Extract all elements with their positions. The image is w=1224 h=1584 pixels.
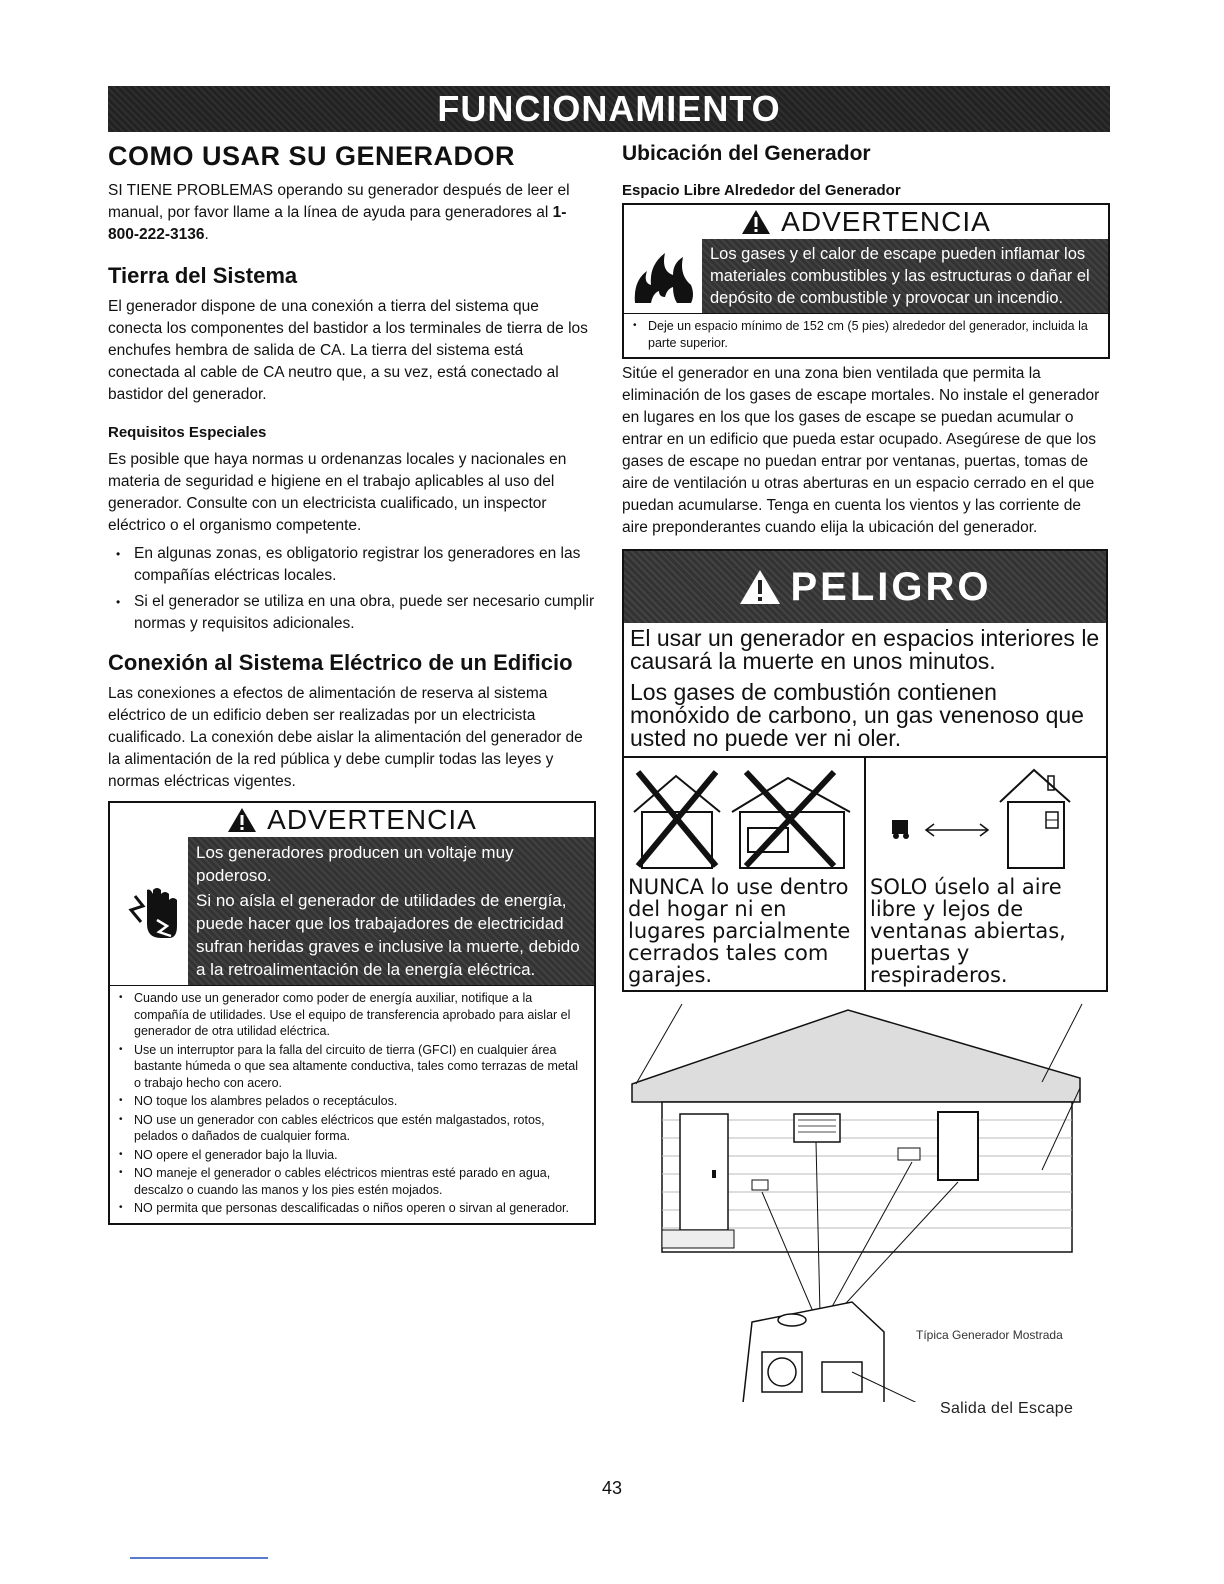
warning-dark-text [188, 837, 594, 985]
list-item: • Use un interruptor para la falla del circuito de tierra (GFCI) en cualquier área bastante húmeda o que sea altamente conductiva, tales como terrazas de metal o trabajo hecho con acero. [116, 1042, 588, 1092]
warning-hazard-row [110, 837, 594, 985]
danger-line-2: Los gases de combustión contienen monóxido de carbono, un gas venenoso que usted no puede ver ni oler. [630, 679, 1084, 751]
danger-illustrations [624, 756, 1106, 990]
figure-caption: Típica Generador Mostrada [916, 1328, 1063, 1342]
conexion-paragraph: Las conexiones a efectos de alimentación de reserva al sistema eléctrico de un edificio deben ser realizadas por un electricista cualificado. La conexión debe aislar la alimentación del generador de la alimentación de la red pública y debe cumplir todas las leyes y normas eléctricas vigentes. [108, 685, 583, 790]
list-item: • NO opere el generador bajo la lluvia. [116, 1147, 588, 1164]
warning-bullets [110, 985, 594, 1223]
fire-icon [629, 245, 697, 307]
outdoor-only-caption: SOLO úselo al aire libre y lejos de ventanas abiertas, puertas y respiraderos. [870, 875, 1066, 987]
footer-rule [130, 1557, 268, 1559]
indoor-never-cell [624, 758, 864, 990]
warning-title: ADVERTENCIA [267, 804, 477, 835]
ubicacion-heading: Ubicación del Generador [622, 142, 871, 165]
house-exhaust-drawing [622, 1002, 1110, 1402]
list-item: • En algunas zonas, es obligatorio registrar los generadores en las compañías eléctricas locales. [108, 543, 596, 587]
left-column [108, 140, 596, 1225]
shock-hazard-pic [110, 837, 188, 985]
banner-title: FUNCIONAMIENTO [437, 88, 781, 129]
right-column [622, 140, 1110, 1417]
page-number: 43 [601, 1478, 623, 1498]
warning-triangle-icon [738, 568, 782, 606]
section-banner [108, 86, 1110, 132]
list-item: • NO maneje el generador o cables eléctricos mientras esté parado en agua, descalzo o cuando las manos y los pies estén mojados. [116, 1165, 588, 1198]
espacio-heading: Espacio Libre Alrededor del Generador [622, 182, 901, 199]
main-title: COMO USAR SU GENERADOR [108, 141, 516, 171]
fire-warning-box [622, 203, 1110, 359]
ubicacion-paragraph: Sitúe el generador en una zona bien ventilada que permita la eliminación de los gases de escape mortales. No instale el generador en lugares en los que los gases de escape se puedan acumular o entrar en un edificio que pueda estar ocupado. Asegúrese de que los gases de escape no puedan entrar por ventanas, puertas, tomas de aire de ventilación u otras aberturas en un espacio cerrado en el que puedan acumularse. Tenga en cuenta los vientos y las corriente de aire preponderantes cuando elija la ubicación del generador. [622, 365, 1100, 536]
intro-end: . [204, 226, 209, 243]
warning-triangle-icon [227, 807, 257, 833]
list-item: • NO permita que personas descalificadas o niños operen o sirvan al generador. [116, 1200, 588, 1217]
tierra-heading: Tierra del Sistema [108, 263, 298, 288]
electrical-warning-box [108, 801, 596, 1225]
danger-text [624, 623, 1106, 756]
list-item: • Si el generador se utiliza en una obra, puede ser necesario cumplir normas y requisitos adicionales. [108, 591, 596, 635]
list-item: • Cuando use un generador como poder de energía auxiliar, notifique a la compañía de utilidades. Use el equipo de transferencia aprobado para aislar el generador de otra utilidad eléctrica. [116, 990, 588, 1040]
fire-hazard-pic [624, 239, 702, 313]
requisitos-heading: Requisitos Especiales [108, 424, 267, 441]
outdoor-only-cell [864, 758, 1106, 990]
exhaust-label: Salida del Escape [940, 1400, 1074, 1417]
helpline-phone: 1-800-222-3136 [108, 204, 567, 243]
generator-outdoor-icon [870, 762, 1102, 872]
list-item: • NO use un generador con cables eléctricos que estén malgastados, rotos, pelados o dañados de cualquier forma. [116, 1112, 588, 1145]
tierra-paragraph: El generador dispone de una conexión a tierra del sistema que conecta los componentes del bastidor a los terminales de tierra de los enchufes hembra de salida de CA. La tierra del sistema está conectada al cable de CA neutro que, a su vez, está conectado al bastidor del generador. [108, 298, 588, 403]
requisitos-paragraph: Es posible que haya normas u ordenanzas locales y nacionales en materia de seguridad e higiene en el trabajo aplicables al uso del generador. Consulte con un electricista cualificado, un inspector eléctrico o el organismo competente. [108, 451, 567, 534]
electric-shock-icon [117, 876, 181, 946]
warning-title: ADVERTENCIA [781, 206, 991, 237]
warning-bullets [624, 313, 1108, 357]
building-illustration [622, 1002, 1110, 1417]
warning-header [624, 205, 1108, 239]
requisitos-list [108, 543, 596, 635]
danger-line-1: El usar un generador en espacios interiores le causará la muerte en unos minutos. [630, 625, 1100, 674]
warning-dark-line-2: Si no aísla el generador de utilidades de energía, puede hacer que los trabajadores de electricidad sufran heridas graves e inclusive la muerte, debido a la retroalimentación de la energía eléctrica. [196, 891, 580, 979]
intro-paragraph [108, 180, 596, 246]
conexion-heading: Conexión al Sistema Eléctrico de un Edificio [108, 650, 573, 675]
warning-hazard-row [624, 239, 1108, 313]
danger-title: PELIGRO [790, 564, 992, 609]
warning-dark-text: Los gases y el calor de escape pueden inflamar los materiales combustibles y las estructuras o dañar el depósito de combustible y provocar un incendio. [702, 239, 1108, 313]
danger-box [622, 549, 1108, 992]
intro-text: SI TIENE PROBLEMAS operando su generador después de leer el manual, por favor llame a la línea de ayuda para generadores al [108, 182, 570, 221]
list-item: • NO toque los alambres pelados o receptáculos. [116, 1093, 588, 1110]
list-item: • Deje un espacio mínimo de 152 cm (5 pies) alrededor del generador, incluida la parte superior. [630, 318, 1102, 351]
house-garage-crossed-icon [628, 762, 860, 872]
danger-header [624, 551, 1106, 623]
warning-dark-line-1: Los generadores producen un voltaje muy poderoso. [196, 843, 514, 885]
warning-triangle-icon [741, 209, 771, 235]
indoor-never-caption: NUNCA lo use dentro del hogar ni en lugares parcialmente cerrados tales com garajes. [628, 875, 851, 987]
warning-header [110, 803, 594, 837]
